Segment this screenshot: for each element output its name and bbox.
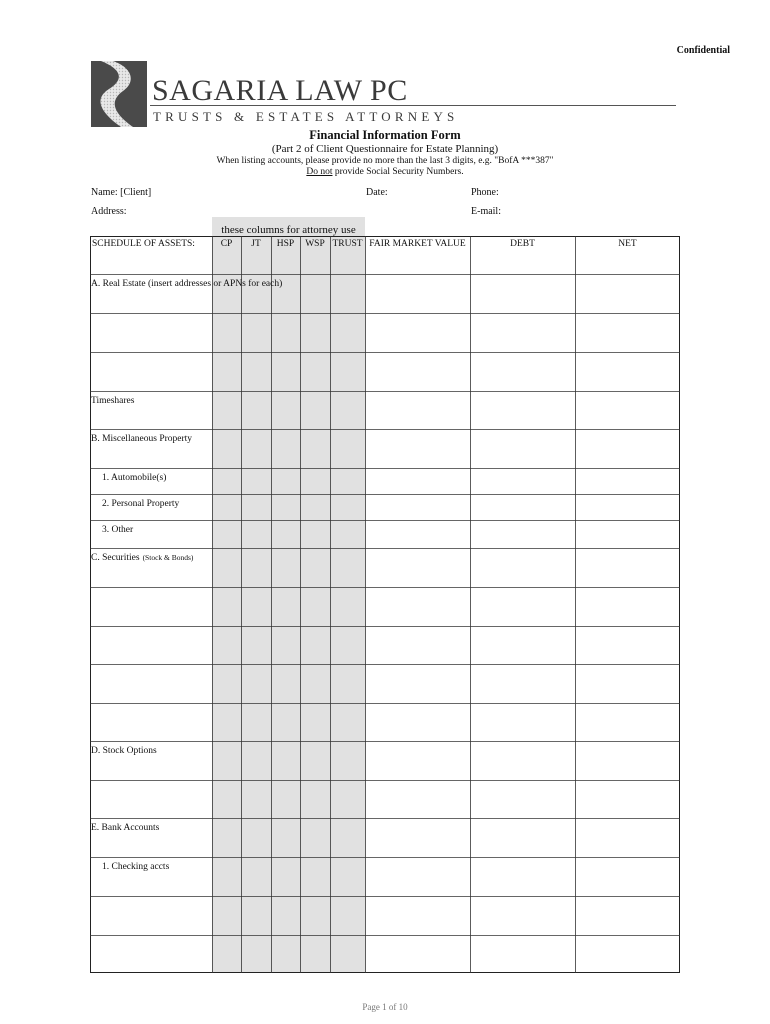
table-cell[interactable]	[301, 781, 330, 818]
table-cell[interactable]	[576, 665, 680, 703]
table-cell[interactable]	[301, 627, 330, 664]
table-cell[interactable]	[91, 314, 212, 352]
table-cell[interactable]	[331, 430, 365, 468]
table-cell[interactable]	[471, 858, 575, 896]
asset-schedule-table	[90, 236, 680, 973]
table-cell[interactable]	[366, 665, 470, 703]
table-cell[interactable]	[301, 936, 330, 973]
table-cell[interactable]	[366, 819, 470, 857]
table-cell[interactable]	[272, 627, 300, 664]
table-cell[interactable]	[471, 627, 575, 664]
asset-row-label: 2. Personal Property	[102, 499, 180, 509]
table-cell[interactable]	[213, 897, 241, 935]
table-cell[interactable]	[366, 936, 470, 973]
table-cell[interactable]	[471, 936, 575, 973]
table-cell[interactable]	[471, 495, 575, 520]
table-cell[interactable]	[471, 588, 575, 626]
column-header-hsp: HSP	[276, 239, 295, 249]
firm-name: SAGARIA LAW PC	[152, 74, 408, 107]
table-cell[interactable]	[213, 495, 241, 520]
table-cell[interactable]	[366, 430, 470, 468]
table-cell[interactable]	[366, 521, 470, 548]
table-cell[interactable]	[576, 588, 680, 626]
table-cell[interactable]	[272, 704, 300, 741]
column-header-jt: JT	[251, 239, 261, 249]
table-cell[interactable]	[272, 858, 300, 896]
table-cell[interactable]	[366, 588, 470, 626]
table-cell[interactable]	[301, 742, 330, 780]
table-cell[interactable]	[301, 495, 330, 520]
table-cell[interactable]	[272, 495, 300, 520]
asset-row-sublabel: (Stock & Bonds)	[142, 553, 194, 562]
table-cell[interactable]	[576, 936, 680, 973]
ssn-note-text: provide Social Security Numbers.	[332, 167, 464, 177]
asset-row-label: 3. Other	[102, 525, 134, 535]
asset-row-label: E. Bank Accounts	[91, 823, 160, 833]
table-cell[interactable]	[272, 588, 300, 626]
firm-logo-icon	[91, 61, 147, 127]
table-cell[interactable]	[471, 469, 575, 494]
table-cell[interactable]	[576, 275, 680, 313]
table-cell[interactable]	[331, 819, 365, 857]
form-title: Financial Information Form	[309, 128, 461, 142]
table-cell[interactable]	[91, 627, 212, 664]
accounts-note: When listing accounts, please provide no more than the last 3 digits, e.g. "BofA ***387"	[216, 156, 554, 166]
table-cell[interactable]	[366, 858, 470, 896]
table-cell[interactable]	[91, 588, 212, 626]
column-header-debt: DEBT	[510, 239, 535, 249]
table-cell[interactable]	[576, 858, 680, 896]
table-cell[interactable]	[331, 588, 365, 626]
table-cell[interactable]	[471, 314, 575, 352]
asset-row-label: C. Securities (Stock & Bonds)	[91, 553, 194, 563]
asset-row-label: D. Stock Options	[91, 746, 157, 756]
table-cell[interactable]	[471, 819, 575, 857]
table-cell[interactable]	[331, 392, 365, 429]
table-cell[interactable]	[471, 430, 575, 468]
table-cell[interactable]	[366, 469, 470, 494]
table-cell[interactable]	[576, 704, 680, 741]
ssn-note-emphasis: Do not	[306, 167, 333, 177]
table-cell[interactable]	[331, 627, 365, 664]
table-cell[interactable]	[576, 742, 680, 780]
table-cell[interactable]	[471, 275, 575, 313]
table-cell[interactable]	[213, 392, 241, 429]
table-cell[interactable]	[213, 549, 241, 587]
header-rule	[150, 105, 676, 106]
table-cell[interactable]	[331, 742, 365, 780]
column-header-wsp: WSP	[305, 239, 325, 249]
table-cell[interactable]	[272, 897, 300, 935]
table-cell[interactable]	[301, 897, 330, 935]
table-cell[interactable]	[331, 275, 365, 313]
date-field[interactable]: Date:	[366, 187, 388, 198]
table-cell[interactable]	[242, 392, 271, 429]
table-cell[interactable]	[471, 665, 575, 703]
table-cell[interactable]	[331, 353, 365, 391]
table-cell[interactable]	[301, 392, 330, 429]
table-cell[interactable]	[576, 781, 680, 818]
table-cell[interactable]	[301, 819, 330, 857]
table-cell[interactable]	[91, 665, 212, 703]
phone-field[interactable]: Phone:	[471, 187, 499, 198]
table-cell[interactable]	[242, 858, 271, 896]
table-cell[interactable]	[272, 353, 300, 391]
table-cell[interactable]	[471, 392, 575, 429]
table-cell[interactable]	[331, 704, 365, 741]
table-cell[interactable]	[301, 549, 330, 587]
table-cell[interactable]	[242, 495, 271, 520]
table-cell[interactable]	[242, 430, 271, 468]
table-cell[interactable]	[91, 353, 212, 391]
table-cell[interactable]	[272, 521, 300, 548]
table-cell[interactable]	[213, 781, 241, 818]
table-cell[interactable]	[301, 521, 330, 548]
table-cell[interactable]	[576, 495, 680, 520]
column-header-cp: CP	[220, 239, 233, 249]
table-cell[interactable]	[366, 781, 470, 818]
table-cell[interactable]	[272, 469, 300, 494]
table-cell[interactable]	[242, 353, 271, 391]
asset-row-label: 1. Automobile(s)	[102, 473, 167, 483]
table-cell[interactable]	[576, 430, 680, 468]
table-cell[interactable]	[242, 665, 271, 703]
table-cell[interactable]	[213, 742, 241, 780]
table-cell[interactable]	[242, 627, 271, 664]
table-cell[interactable]	[272, 314, 300, 352]
table-cell[interactable]	[242, 742, 271, 780]
table-cell[interactable]	[272, 781, 300, 818]
table-cell[interactable]	[272, 549, 300, 587]
table-cell[interactable]	[366, 275, 470, 313]
table-cell[interactable]	[213, 858, 241, 896]
table-cell[interactable]	[331, 665, 365, 703]
form-subtitle: (Part 2 of Client Questionnaire for Estate Planning)	[271, 143, 499, 155]
table-cell[interactable]	[576, 314, 680, 352]
column-header-schedule: SCHEDULE OF ASSETS:	[92, 239, 195, 249]
table-cell[interactable]	[366, 549, 470, 587]
table-cell[interactable]	[213, 430, 241, 468]
table-cell[interactable]	[471, 353, 575, 391]
table-cell[interactable]	[366, 627, 470, 664]
table-cell[interactable]	[366, 742, 470, 780]
table-cell[interactable]	[471, 781, 575, 818]
address-field[interactable]: Address:	[91, 206, 127, 217]
table-cell[interactable]	[366, 314, 470, 352]
table-cell[interactable]	[242, 521, 271, 548]
table-cell[interactable]	[301, 430, 330, 468]
table-cell[interactable]	[242, 781, 271, 818]
table-cell[interactable]	[301, 858, 330, 896]
table-cell[interactable]	[331, 936, 365, 973]
table-cell[interactable]	[471, 897, 575, 935]
table-cell[interactable]	[213, 521, 241, 548]
table-cell[interactable]	[331, 495, 365, 520]
column-header-trust: TRUST	[332, 239, 363, 249]
table-cell[interactable]	[576, 392, 680, 429]
asset-row-label: Timeshares	[91, 396, 135, 406]
table-cell[interactable]	[331, 781, 365, 818]
table-cell[interactable]	[366, 495, 470, 520]
table-cell[interactable]	[213, 469, 241, 494]
table-cell[interactable]	[301, 588, 330, 626]
asset-row-label: 1. Checking accts	[102, 862, 170, 872]
column-header-net: NET	[618, 239, 637, 249]
table-cell[interactable]	[301, 704, 330, 741]
attorney-use-note: these columns for attorney use	[221, 224, 356, 236]
table-cell[interactable]	[91, 704, 212, 741]
table-cell[interactable]	[91, 897, 212, 935]
table-cell[interactable]	[576, 549, 680, 587]
table-cell[interactable]	[272, 430, 300, 468]
table-cell[interactable]	[272, 936, 300, 973]
table-cell[interactable]	[331, 521, 365, 548]
table-cell[interactable]	[471, 521, 575, 548]
table-cell[interactable]	[331, 897, 365, 935]
table-cell[interactable]	[242, 936, 271, 973]
table-cell[interactable]	[331, 858, 365, 896]
table-cell[interactable]	[213, 588, 241, 626]
table-cell[interactable]	[213, 936, 241, 973]
table-cell[interactable]	[272, 392, 300, 429]
table-cell[interactable]	[576, 353, 680, 391]
table-cell[interactable]	[242, 314, 271, 352]
table-cell[interactable]	[576, 819, 680, 857]
table-cell[interactable]	[242, 704, 271, 741]
table-cell[interactable]	[331, 549, 365, 587]
table-cell[interactable]	[331, 469, 365, 494]
table-cell[interactable]	[242, 549, 271, 587]
asset-row-label: B. Miscellaneous Property	[91, 434, 193, 444]
table-cell[interactable]	[272, 665, 300, 703]
table-cell[interactable]	[91, 781, 212, 818]
page-number: Page 1 of 10	[362, 1002, 408, 1012]
table-cell[interactable]	[91, 936, 212, 973]
table-cell[interactable]	[576, 627, 680, 664]
table-cell[interactable]	[213, 665, 241, 703]
table-cell[interactable]	[213, 819, 241, 857]
name-field[interactable]: Name: [Client]	[91, 187, 152, 198]
table-cell[interactable]	[366, 897, 470, 935]
table-cell[interactable]	[366, 704, 470, 741]
column-header-fmv: FAIR MARKET VALUE	[369, 239, 466, 249]
table-cell[interactable]	[471, 704, 575, 741]
table-cell[interactable]	[366, 392, 470, 429]
table-cell[interactable]	[242, 819, 271, 857]
table-cell[interactable]	[471, 742, 575, 780]
table-cell[interactable]	[301, 275, 330, 313]
table-cell[interactable]	[213, 627, 241, 664]
table-cell[interactable]	[213, 314, 241, 352]
email-field[interactable]: E-mail:	[471, 206, 501, 217]
table-cell[interactable]	[242, 897, 271, 935]
asset-row-label: A. Real Estate (insert addresses or APNs for each)	[91, 279, 283, 289]
table-cell[interactable]	[272, 742, 300, 780]
table-cell[interactable]	[301, 353, 330, 391]
table-cell[interactable]	[213, 353, 241, 391]
ssn-note	[0, 167, 770, 177]
table-cell[interactable]	[471, 549, 575, 587]
table-cell[interactable]	[213, 704, 241, 741]
table-cell[interactable]	[576, 469, 680, 494]
table-cell[interactable]	[576, 897, 680, 935]
table-cell[interactable]	[576, 521, 680, 548]
table-cell[interactable]	[242, 588, 271, 626]
firm-tagline: TRUSTS & ESTATES ATTORNEYS	[153, 109, 459, 124]
table-cell[interactable]	[242, 469, 271, 494]
table-cell[interactable]	[331, 314, 365, 352]
table-cell[interactable]	[301, 665, 330, 703]
table-cell[interactable]	[301, 314, 330, 352]
table-cell[interactable]	[366, 353, 470, 391]
table-cell[interactable]	[272, 819, 300, 857]
confidential-label: Confidential	[676, 45, 730, 56]
table-cell[interactable]	[301, 469, 330, 494]
